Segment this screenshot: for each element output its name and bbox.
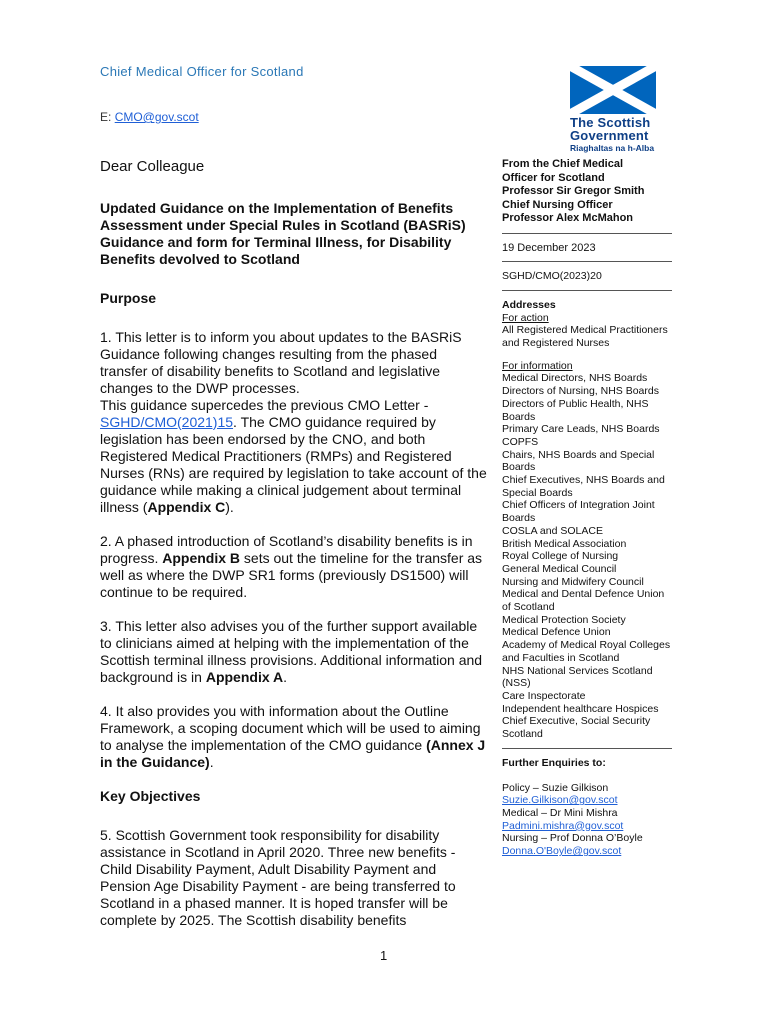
appendix-c-ref: Appendix C xyxy=(147,499,226,515)
letter-subject: Updated Guidance on the Implementation of Benefits Assessment under Special Rules in Scotland (BASRiS) Guidance and form for Terminal Illness, for Disability Benefits devolved to Scotland xyxy=(100,200,466,267)
divider xyxy=(502,233,672,234)
paragraph-3 xyxy=(100,618,488,686)
enquiries-heading: Further Enquiries to: xyxy=(502,756,606,769)
appendix-b-ref: Appendix B xyxy=(162,550,241,566)
from-line: Professor Alex McMahon xyxy=(502,212,634,224)
for-information-item: Primary Care Leads, NHS Boards xyxy=(502,423,660,436)
for-information-item: General Medical Council xyxy=(502,562,617,575)
saltire-flag-icon xyxy=(570,66,656,114)
paragraph-4 xyxy=(100,703,488,771)
p3-text-a: 3. This letter also advises you of the further support available to clinicians aimed at helping with the implementation of the Scottish terminal illness provisions. Additional information and background is in xyxy=(100,618,483,685)
cmo-email-link[interactable]: CMO@gov.scot xyxy=(114,110,199,124)
annex-j-ref: (Annex J in the Guidance) xyxy=(100,737,486,770)
for-information-item: Chief Executive, Social Security Scotland xyxy=(502,715,651,741)
appendix-a-ref: Appendix A xyxy=(205,669,284,685)
policy-email-link[interactable]: Suzie.Gilkison@gov.scot xyxy=(502,794,618,807)
for-information-list xyxy=(502,372,672,740)
letter-date: 19 December 2023 xyxy=(502,241,596,254)
p1-text-b: This guidance supercedes the previous CMO Letter - xyxy=(100,397,429,413)
p3-text-b: . xyxy=(283,669,287,685)
for-information-item: Independent healthcare Hospices xyxy=(502,702,659,715)
greeting: Dear Colleague xyxy=(100,158,205,175)
for-information-item: COSLA and SOLACE xyxy=(502,524,603,537)
p4-text-a: 4. It also provides you with information about the Outline Framework, a scoping document which will be used to aiming to analyse the implementation of the CMO guidance xyxy=(100,703,481,753)
key-objectives-heading: Key Objectives xyxy=(100,788,201,804)
for-information-heading: For information xyxy=(502,359,573,372)
previous-cmo-letter-link[interactable]: SGHD/CMO(2021)15 xyxy=(100,414,234,430)
p1-text-c: . The CMO guidance required by legislation has been endorsed by the CNO, and both Registered Medical Practitioners (RMPs) and Registered Nurses (RNs) are required by legislation to take account of the guidance while making a clinical judgement about terminal illness ( xyxy=(100,414,487,515)
sidebar xyxy=(502,158,672,858)
for-information-item: Chief Officers of Integration Joint Boards xyxy=(502,499,655,525)
scottish-government-logo xyxy=(570,66,660,153)
for-information-item: Medical Defence Union xyxy=(502,626,611,639)
addresses-heading: Addresses xyxy=(502,298,556,311)
organisation-title: Chief Medical Officer for Scotland xyxy=(100,64,304,79)
page-number: 1 xyxy=(380,948,388,963)
for-information-item: Medical Protection Society xyxy=(502,613,626,626)
for-information-item: Directors of Public Health, NHS Boards xyxy=(502,397,649,423)
email-label: E: xyxy=(100,110,112,124)
for-information-item: Medical Directors, NHS Boards xyxy=(502,372,648,385)
p2-text-a: 2. A phased introduction of Scotland’s disability benefits is in progress. xyxy=(100,533,473,566)
for-information-item: British Medical Association xyxy=(502,537,627,550)
logo-line-2: Government xyxy=(570,128,649,143)
divider xyxy=(502,290,672,291)
paragraph-5: 5. Scottish Government took responsibility for disability assistance in Scotland in April 2020. Three new benefits - Child Disability Payment, Adult Disability Payment and Pension Age Disability Payment - are being transferred to Scotland in a phased manner. It is hoped transfer will be complete by 2025. The Scottish disability benefits xyxy=(100,827,456,928)
policy-contact: Policy – Suzie Gilkison xyxy=(502,781,609,794)
purpose-heading: Purpose xyxy=(100,290,157,306)
for-information-item: Medical and Dental Defence Union of Scotland xyxy=(502,588,665,614)
from-line: From the Chief Medical xyxy=(502,158,624,170)
for-action-heading: For action xyxy=(502,311,549,324)
from-line: Chief Nursing Officer xyxy=(502,198,613,211)
nursing-contact: Nursing – Prof Donna O’Boyle xyxy=(502,832,643,845)
for-information-item: NHS National Services Scotland (NSS) xyxy=(502,664,653,690)
p4-text-b: . xyxy=(209,754,214,770)
divider xyxy=(502,748,672,749)
medical-contact: Medical – Dr Mini Mishra xyxy=(502,806,618,819)
from-line: Officer for Scotland xyxy=(502,171,605,184)
header-email-line xyxy=(100,110,199,124)
letter-reference: SGHD/CMO(2023)20 xyxy=(502,270,602,283)
logo-line-1: The Scottish xyxy=(570,115,651,130)
for-action-text: All Registered Medical Practitioners and Registered Nurses xyxy=(502,324,668,350)
for-information-item: Academy of Medical Royal Colleges and Faculties in Scotland xyxy=(502,639,671,664)
for-information-item: COPFS xyxy=(502,435,539,448)
paragraph-1 xyxy=(100,329,488,516)
for-information-item: Royal College of Nursing xyxy=(502,550,619,563)
for-information-item: Chief Executives, NHS Boards and Special Boards xyxy=(502,474,665,499)
for-information-item: Chairs, NHS Boards and Special Boards xyxy=(502,448,655,474)
nursing-email-link[interactable]: Donna.O'Boyle@gov.scot xyxy=(502,845,622,858)
logo-gaelic-line: Riaghaltas na h-Alba xyxy=(570,143,655,153)
paragraph-2 xyxy=(100,533,488,601)
medical-email-link[interactable]: Padmini.mishra@gov.scot xyxy=(502,819,624,832)
p2-text-b: sets out the timeline for the transfer as well as where the DWP SR1 forms (previously DS1500) will continue to be required. xyxy=(100,550,483,600)
for-information-item: Nursing and Midwifery Council xyxy=(502,575,644,588)
divider xyxy=(502,261,672,262)
p1-text-a: 1. This letter is to inform you about updates to the BASRiS Guidance following changes resulting from the phased transfer of disability benefits to Scotland and legislative changes to the DWP processes. xyxy=(100,329,462,396)
letter-body xyxy=(100,158,488,946)
from-line: Professor Sir Gregor Smith xyxy=(502,185,645,197)
p1-text-d: ). xyxy=(225,499,234,515)
for-information-item: Directors of Nursing, NHS Boards xyxy=(502,385,659,398)
for-information-item: Care Inspectorate xyxy=(502,690,586,702)
from-block xyxy=(502,158,672,226)
